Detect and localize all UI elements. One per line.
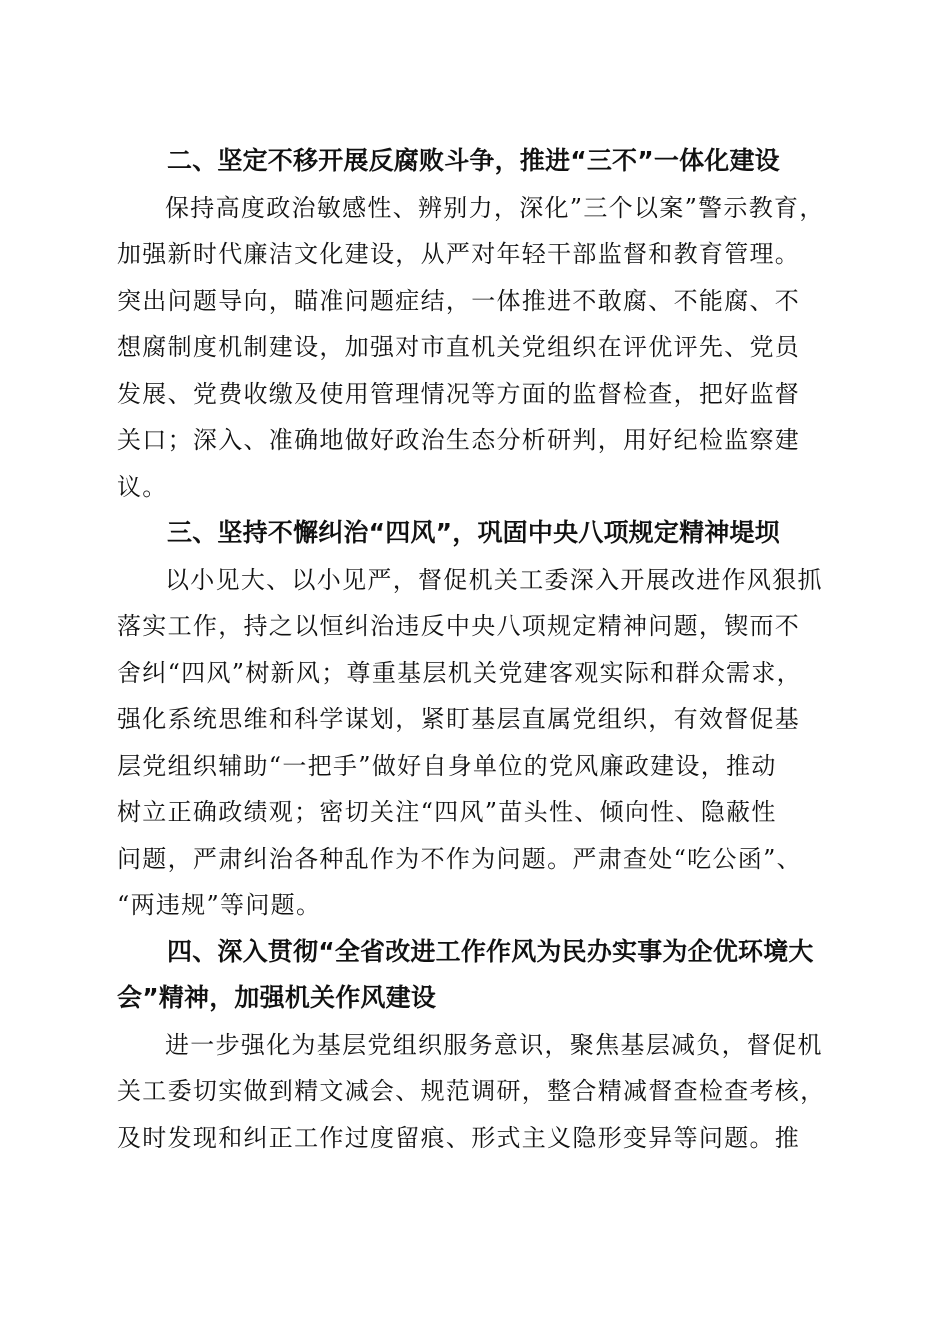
- paragraph-line: 想腐制度机制建设，加强对市直机关党组织在评优评先、党员: [117, 333, 801, 361]
- section-paragraph-4: [117, 1022, 833, 1162]
- paragraph-line: 问题，严肃纠治各种乱作为不作为问题。严肃查处“吃公函”、: [117, 844, 802, 873]
- paragraph-line: 加强新时代廉洁文化建设，从严对年轻干部监督和教育管理。: [117, 240, 801, 268]
- paragraph-line: 发展、党费收缴及使用管理情况等方面的监督检查，把好监督: [117, 379, 801, 408]
- paragraph-line: “两违规”等问题。: [117, 891, 322, 919]
- section-heading-4: [117, 929, 833, 1022]
- paragraph-line: 关工委切实做到精文减会、规范调研，整合精减督查检查考核，: [117, 1077, 826, 1105]
- section-paragraph-2: [117, 185, 833, 511]
- heading-line: 会”精神，加强机关作风建设: [117, 983, 437, 1012]
- paragraph-line: 落实工作，持之以恒纠治违反中央八项规定精神问题，锲而不: [117, 612, 801, 640]
- paragraph-line: 关口；深入、准确地做好政治生态分析研判，用好纪检监察建: [117, 426, 801, 454]
- paragraph-line: 树立正确政绩观；密切关注“四风”苗头性、倾向性、隐蔽性: [117, 798, 777, 826]
- paragraph-line: 议。: [117, 472, 168, 501]
- document-body: [117, 138, 833, 1161]
- paragraph-line: 强化系统思维和科学谋划，紧盯基层直属党组织，有效督促基: [117, 705, 801, 733]
- paragraph-line: 层党组织辅助“一把手”做好自身单位的党风廉政建设，推动: [117, 751, 777, 780]
- paragraph-line: 舍纠“四风”树新风；尊重基层机关党建客观实际和群众需求，: [117, 658, 802, 687]
- heading-line: 二、坚定不移开展反腐败斗争，推进“三不”一体化建设: [167, 146, 780, 175]
- paragraph-line: 保持高度政治敏感性、辨别力，深化”三个以案”警示教育，: [165, 193, 825, 222]
- paragraph-line: 进一步强化为基层党组织服务意识，聚焦基层减负，督促机: [165, 1030, 823, 1059]
- paragraph-line: 突出问题导向，瞄准问题症结，一体推进不敢腐、不能腐、不: [117, 286, 801, 315]
- heading-line: 四、深入贯彻“全省改进工作作风为民办实事为企优环境大: [167, 936, 814, 966]
- section-heading-2: [117, 138, 833, 185]
- section-paragraph-3: [117, 557, 833, 929]
- section-heading-3: [117, 510, 833, 557]
- paragraph-line: 以小见大、以小见严，督促机关工委深入开展改进作风狠抓: [165, 565, 823, 594]
- paragraph-line: 及时发现和纠正工作过度留痕、形式主义隐形变异等问题。推: [117, 1123, 801, 1152]
- heading-line: 三、坚持不懈纠治“四风”，巩固中央八项规定精神堤坝: [167, 518, 780, 547]
